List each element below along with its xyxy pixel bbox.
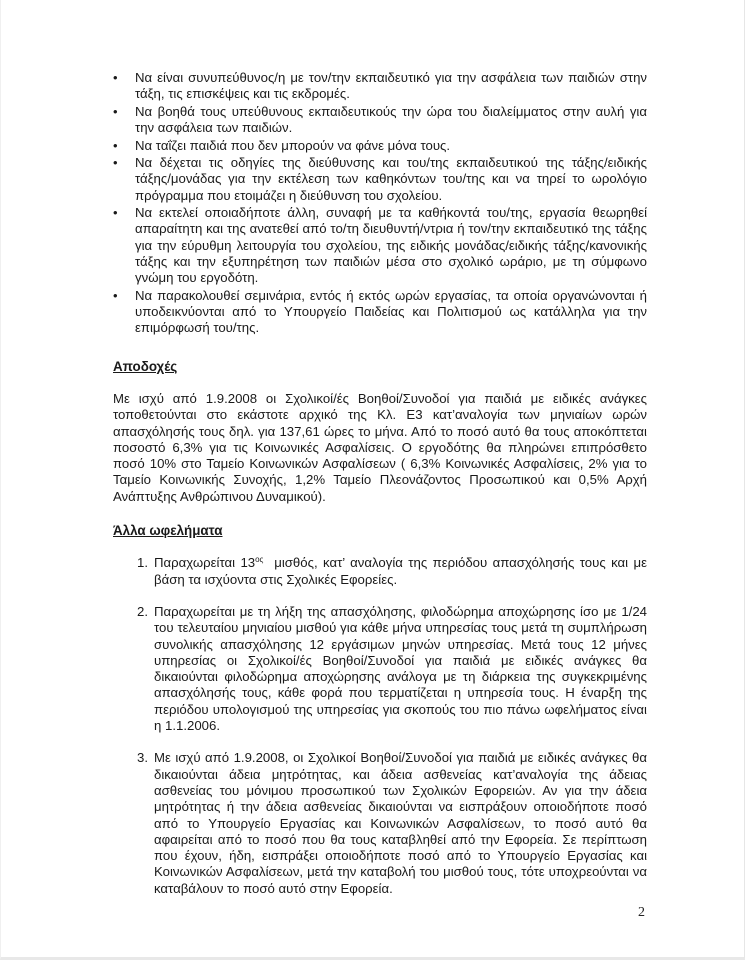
page-number: 2 xyxy=(638,905,645,920)
item-number: 2. xyxy=(137,603,148,619)
bullet-text: Να ταΐζει παιδιά που δεν μπορούν να φάνε μόνα τους. xyxy=(135,137,451,153)
bullet-icon: • xyxy=(113,70,118,85)
bullet-item xyxy=(113,288,647,337)
bullet-item xyxy=(113,155,647,204)
numbered-item xyxy=(113,750,647,897)
item-text: Παραχωρείται με τη λήξη της απασχόλησης, φιλοδώρημα αποχώρησης ίσο με 1/24 του τελευταίου μηνιαίου μισθού για κάθε μήνα υπηρεσίας τους μετά τη συμπλήρωση συνολικής απασχόλησης 12 εργάσιμων μηνών υπηρεσίας. Μετά τους 12 μήνες υπηρεσίας οι Σχολικοί/ές Βοηθοί/Συνοδοί για παιδιά με ειδικές ανάγκες θα δικαιούνται φιλοδώρημα αποχώρησης ανάλογα με τη διάρκεια της συγκεκριμένης απασχόλησής τους, κάθε φορά που τερματίζεται η υπηρεσία τους. Η έναρξη της περιόδου υπολογισμού της υπηρεσίας για σκοπούς του πιο πάνω ωφελήματος είναι η 1.1.2006. xyxy=(154,603,647,734)
item-number: 3. xyxy=(137,750,148,766)
bullet-item xyxy=(113,104,647,137)
bullet-item xyxy=(113,205,647,286)
bullet-icon: • xyxy=(113,103,118,119)
item-number: 1. xyxy=(137,555,148,571)
bullet-item xyxy=(113,138,647,154)
apodoxes-paragraph: Με ισχύ από 1.9.2008 οι Σχολικοί/ές Βοηθοί/Συνοδοί για παιδιά με ειδικές ανάγκες τοποθετούνται στο εκάστοτε αρχικό της Κλ. Ε3 κατ’αναλογία των μηνιαίων ωρών απασχόλησής τους δηλ. για 137,61 ώρες το μήνα. Από το ποσό αυτό θα τους αποκόπτεται ποσοστό 6,3% για τις Κοινωνικές Ασφαλίσεις. Ο εργοδότης θα πληρώνει επιπρόσθετο ποσό 10% στο Ταμείο Κοινωνικών Ασφαλίσεων ( 6,3% Κοινωνικές Ασφαλίσεις, 2% για το Ταμείο Κοινωνικής Συνοχής, 1,2% Ταμείο Πλεονάζοντος Προσωπικού και 0,5% Αρχή Ανάπτυξης Ανθρώπινου Δυναμικού). xyxy=(113,390,647,504)
bullet-icon: • xyxy=(113,155,118,171)
bullet-text: Να εκτελεί οποιαδήποτε άλλη, συναφή με τα καθήκοντά του/της, εργασία θεωρηθεί απαραίτητη και της ανατεθεί από το/τη διευθυντή/ντρια ή τον/την εκπαιδευτικό της τάξης για την εύρυθμη λειτουργία του σχολείου, της ειδικής μονάδας/ειδικής τάξης/κανονικής τάξης και την εξυπηρέτηση των παιδιών μέσα στο σχολικό ωράριο, με τη σύμφωνο γνώμη του εργοδότη. xyxy=(135,205,647,286)
bullet-icon: • xyxy=(113,205,118,221)
bullet-item xyxy=(113,70,647,103)
item-text: Με ισχύ από 1.9.2008, οι Σχολικοί Βοηθοί/Συνοδοί για παιδιά με ειδικές ανάγκες θα δικαιούνται άδεια μητρότητας, και άδεια ασθενείας κατ’αναλογία της άδειας ασθενείας του μόνιμου προσωπικού των Σχολικών Εφορειών. Αν για την άδεια μητρότητας ή την άδεια ασθενείας δικαιούνται να εισπράξουν οποιοδήποτε ποσό από το Υπουργείο Εργασίας και Κοινωνικών Ασφαλίσεων, το ποσό αυτό θα αφαιρείται από το ποσό που θα τους καταβληθεί από την Εφορεία. Σε περίπτωση που έχουν, ήδη, εισπράξει οποιοδήποτε ποσό από το Υπουργείο Εργασίας και Κοινωνικών Ασφαλίσεων, μετά την καταβολή του μισθού τους, τότε υποχρεούνται να καταβάλουν το ποσό αυτό στην Εφορεία. xyxy=(154,750,647,896)
section-heading-alla-ofelimata: Άλλα ωφελήματα xyxy=(113,523,223,539)
section-heading-apodoxes: Αποδοχές xyxy=(113,358,178,374)
bullet-text: Να βοηθά τους υπεύθυνους εκπαιδευτικούς την ώρα του διαλείμματος στην αυλή για την ασφάλεια των παιδιών. xyxy=(135,103,647,136)
numbered-item xyxy=(113,604,647,734)
bullet-icon: • xyxy=(113,137,118,153)
benefits-numbered-list xyxy=(113,555,651,897)
bullet-text: Να παρακολουθεί σεμινάρια, εντός ή εκτός ωρών εργασίας, τα οποία οργανώνονται ή υποδεικνύονται από το Υπουργείο Παιδείας και Πολιτισμού ως κατάλληλα για την επιμόρφωσή του/της. xyxy=(135,287,647,336)
bullet-text: Να δέχεται τις οδηγίες της διεύθυνσης και του/της εκπαιδευτικού της τάξης/ειδικής τάξης/μονάδας για την εκτέλεση των καθηκόντων του/της και να τηρεί το ωρολόγιο πρόγραμμα που ετοιμάζει η διεύθυνση του σχολείου. xyxy=(135,155,647,203)
item-text-after-sup: μισθός, κατ’ αναλογία της περιόδου απασχόλησής τους και με βάση τα ισχύοντα στις Σχολικές Εφορείες. xyxy=(154,555,651,587)
ordinal-superscript: ος xyxy=(255,555,264,565)
page-content xyxy=(113,70,651,913)
numbered-item xyxy=(113,555,651,588)
bullet-text: Να είναι συνυπεύθυνος/η με τον/την εκπαιδευτικό για την ασφάλεια των παιδιών στην τάξη, τις επισκέψεις και τις εκδρομές. xyxy=(135,70,647,102)
item-text-before-sup: Παραχωρείται 13 xyxy=(154,555,256,571)
bullet-icon: • xyxy=(113,287,118,303)
duties-bullet-list xyxy=(113,70,647,337)
